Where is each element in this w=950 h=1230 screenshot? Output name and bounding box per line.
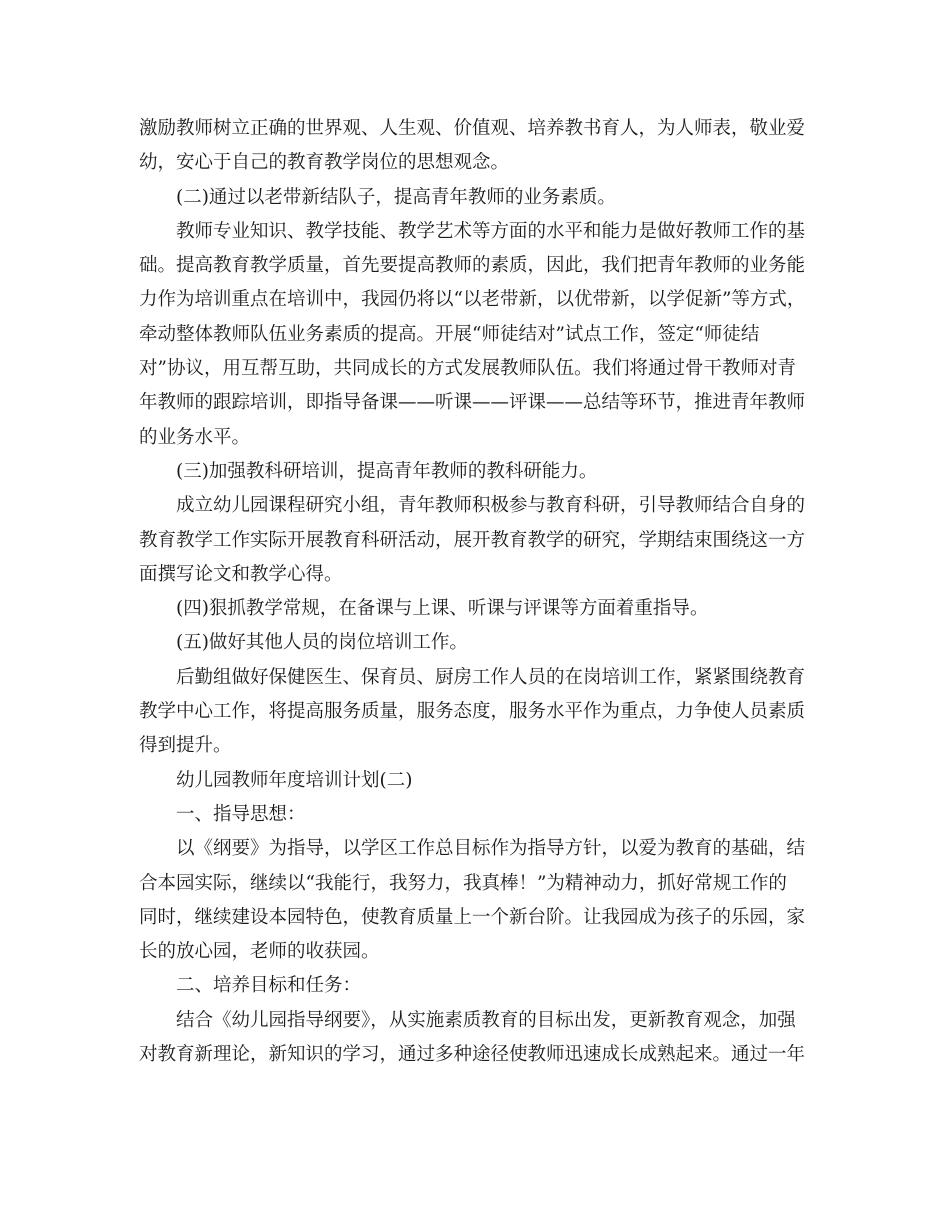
text-line: (二)通过以老带新结队子，提高青年教师的业务素质。 xyxy=(176,186,616,208)
text-line: 幼儿园教师年度培训计划(二) xyxy=(176,769,413,791)
text-line: 激励教师树立正确的世界观、人生观、价值观、培养教书育人，为人师表，敬业爱 xyxy=(139,118,806,139)
text-line: 一、指导思想： xyxy=(176,803,306,825)
text-line: (五)做好其他人员的岗位培训工作。 xyxy=(176,632,468,654)
text-line: 二、培养目标和任务： xyxy=(176,975,362,997)
text-line: 结合《幼儿园指导纲要》，从实施素质教育的目标出发，更新教育观念，加强 xyxy=(176,1009,796,1031)
text-line: 的业务水平。 xyxy=(139,426,251,448)
text-line: 得到提升。 xyxy=(139,735,232,757)
text-line: (四)狠抓教学常规，在备课与上课、听课与评课等方面着重指导。 xyxy=(176,598,709,620)
text-line: (三)加强教科研培训，提高青年教师的教科研能力。 xyxy=(176,460,598,482)
text-line: 后勤组做好保健医生、保育员、厨房工作人员的在岗培训工作，紧紧围绕教育 xyxy=(176,666,806,688)
text-line: 同时，继续建设本园特色，使教育质量上一个新台阶。让我园成为孩子的乐园，家 xyxy=(139,906,806,928)
text-line: 对”协议，用互帮互助，共同成长的方式发展教师队伍。我们将通过骨干教师对青 xyxy=(139,358,796,380)
text-line: 合本园实际，继续以“我能行，我努力，我真棒！”为精神动力，抓好常规工作的 xyxy=(139,872,787,894)
text-line: 长的放心园，老师的收获园。 xyxy=(139,941,380,963)
text-line: 教学中心工作，将提高服务质量，服务态度，服务水平作为重点，力争使人员素质 xyxy=(139,701,806,723)
text-line: 牵动整体教师队伍业务素质的提高。开展“师徒结对”试点工作，签定“师徒结 xyxy=(139,323,760,345)
text-line: 础。提高教育教学质量，首先要提高教师的素质，因此，我们把青年教师的业务能 xyxy=(139,255,806,277)
text-line: 年教师的跟踪培训，即指导备课——听课——评课——总结等环节，推进青年教师 xyxy=(139,392,806,414)
text-line: 面撰写论文和教学心得。 xyxy=(139,563,343,585)
text-line: 成立幼儿园课程研究小组，青年教师积极参与教育科研，引导教师结合自身的 xyxy=(176,495,806,517)
text-line: 对教育新理论，新知识的学习，通过多种途径使教师迅速成长成熟起来。通过一年 xyxy=(139,1044,806,1066)
text-line: 以《纲要》为指导，以学区工作总目标作为指导方针，以爱为教育的基础，结 xyxy=(176,838,806,860)
text-line: 教师专业知识、教学技能、教学艺术等方面的水平和能力是做好教师工作的基 xyxy=(176,220,806,242)
text-line: 力作为培训重点在培训中，我园仍将以“以老带新，以优带新，以学促新”等方式， xyxy=(139,289,806,311)
text-line: 幼，安心于自己的教育教学岗位的思想观念。 xyxy=(139,152,510,174)
document-body xyxy=(139,112,815,1072)
text-line: 教育教学工作实际开展教育科研活动，展开教育教学的研究，学期结束围绕这一方 xyxy=(139,529,806,551)
